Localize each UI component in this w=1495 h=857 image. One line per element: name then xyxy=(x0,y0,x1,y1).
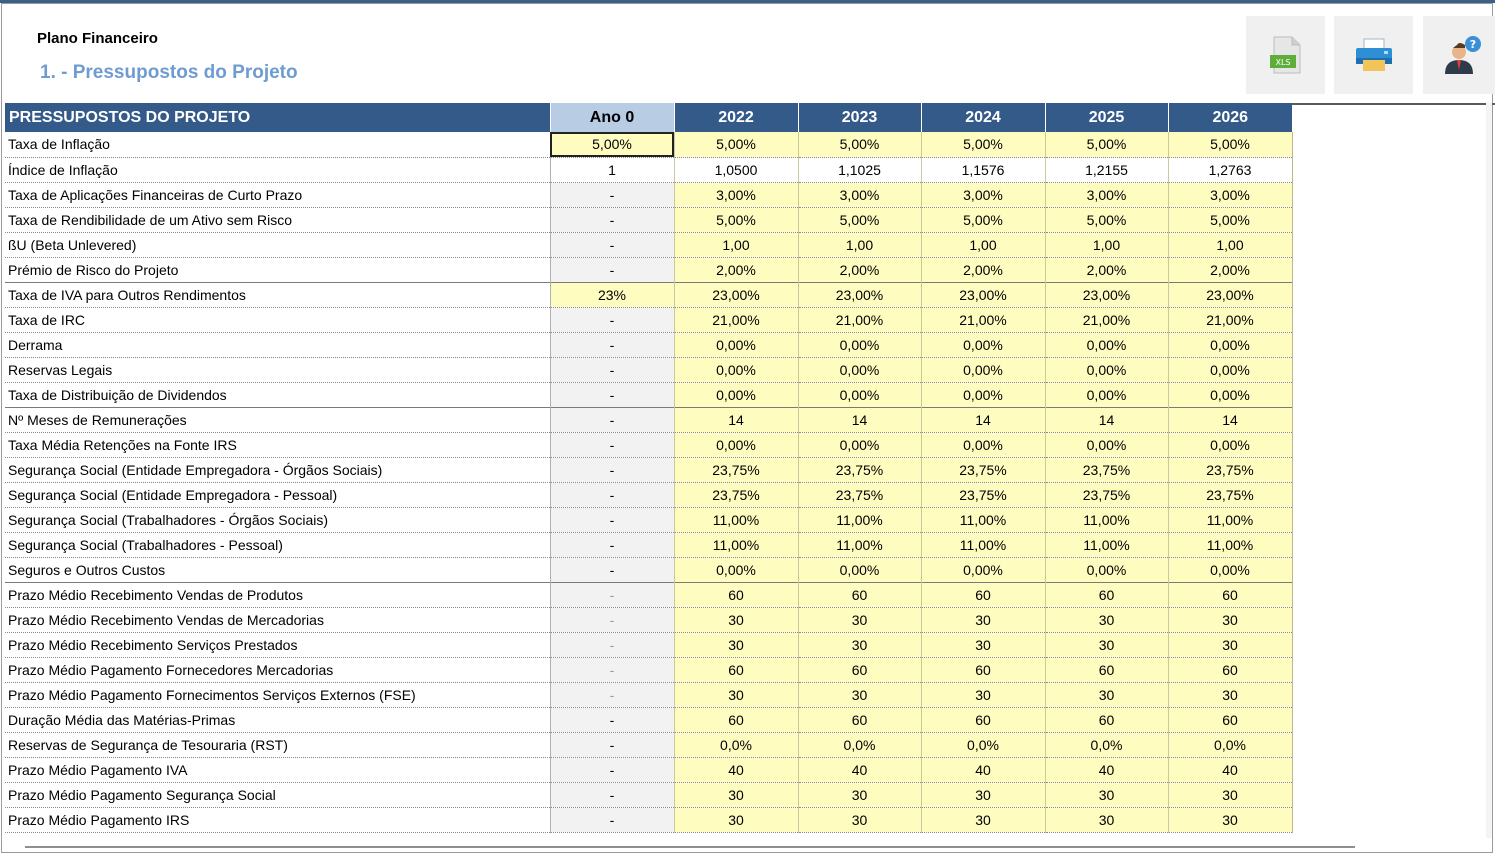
row-label: Taxa Média Retenções na Fonte IRS xyxy=(5,432,550,457)
cell-2022[interactable]: 30 xyxy=(674,632,798,657)
cell-2026[interactable]: 23,75% xyxy=(1168,457,1292,482)
table-row xyxy=(5,482,1292,507)
table-row xyxy=(5,457,1292,482)
cell-ano0[interactable]: - xyxy=(550,782,674,807)
col-header-2026[interactable]: 2026 xyxy=(1168,103,1292,132)
cell-2024[interactable]: 30 xyxy=(921,782,1045,807)
cell-2024[interactable]: 30 xyxy=(921,807,1045,832)
cell-ano0[interactable]: - xyxy=(550,482,674,507)
cell-2022[interactable]: 5,00% xyxy=(674,207,798,232)
cell-2024[interactable]: 30 xyxy=(921,632,1045,657)
row-label: Reservas de Segurança de Tesouraria (RST) xyxy=(5,732,550,757)
cell-2024[interactable]: 5,00% xyxy=(921,207,1045,232)
cell-2025[interactable]: 5,00% xyxy=(1045,207,1168,232)
table-row xyxy=(5,682,1292,707)
cell-2024[interactable]: 0,00% xyxy=(921,332,1045,357)
cell-2022[interactable]: 0,00% xyxy=(674,332,798,357)
cell-2026[interactable]: 30 xyxy=(1168,807,1292,832)
table-row xyxy=(5,282,1292,307)
col-header-2023[interactable]: 2023 xyxy=(798,103,921,132)
cell-2024[interactable]: 5,00% xyxy=(921,132,1045,157)
cell-ano0[interactable]: - xyxy=(550,557,674,582)
row-label: Prazo Médio Pagamento Segurança Social xyxy=(5,782,550,807)
cell-2025[interactable]: 2,00% xyxy=(1045,257,1168,282)
table-row xyxy=(5,782,1292,807)
cell-2024[interactable]: 0,00% xyxy=(921,382,1045,407)
cell-ano0[interactable]: - xyxy=(550,207,674,232)
cell-2025[interactable]: 30 xyxy=(1045,782,1168,807)
cell-ano0[interactable]: - xyxy=(550,357,674,382)
row-label: Taxa de IVA para Outros Rendimentos xyxy=(5,282,550,307)
table-row xyxy=(5,807,1292,832)
cell-2023[interactable]: 30 xyxy=(798,632,921,657)
cell-2022[interactable]: 23,75% xyxy=(674,457,798,482)
cell-2026[interactable]: 5,00% xyxy=(1168,132,1292,157)
cell-2026[interactable]: 11,00% xyxy=(1168,532,1292,557)
print-button[interactable] xyxy=(1334,16,1413,94)
cell-2025[interactable]: 5,00% xyxy=(1045,132,1168,157)
cell-2025[interactable]: 3,00% xyxy=(1045,182,1168,207)
table-row xyxy=(5,232,1292,257)
cell-2024[interactable]: 0,0% xyxy=(921,732,1045,757)
cell-2026[interactable]: 23,00% xyxy=(1168,282,1292,307)
table-row xyxy=(5,582,1292,607)
row-label: Taxa de Rendibilidade de um Ativo sem Risco xyxy=(5,207,550,232)
cell-2023[interactable]: 1,00 xyxy=(798,232,921,257)
cell-2026[interactable]: 30 xyxy=(1168,632,1292,657)
horizontal-scrollbar[interactable] xyxy=(25,846,1355,848)
cell-2023[interactable]: 21,00% xyxy=(798,307,921,332)
table-row xyxy=(5,432,1292,457)
cell-2026[interactable]: 0,0% xyxy=(1168,732,1292,757)
cell-2026[interactable]: 21,00% xyxy=(1168,307,1292,332)
cell-2022[interactable]: 5,00% xyxy=(674,132,798,157)
table-row xyxy=(5,257,1292,282)
cell-2026[interactable]: 0,00% xyxy=(1168,432,1292,457)
cell-2026[interactable]: 1,2763 xyxy=(1168,157,1292,182)
cell-2023[interactable]: 30 xyxy=(798,607,921,632)
cell-2026[interactable]: 0,00% xyxy=(1168,557,1292,582)
assumptions-table xyxy=(5,103,1293,833)
cell-2022[interactable]: 60 xyxy=(674,707,798,732)
page-title: Plano Financeiro xyxy=(37,30,158,47)
cell-2024[interactable]: 23,00% xyxy=(921,282,1045,307)
cell-2023[interactable]: 11,00% xyxy=(798,507,921,532)
cell-2023[interactable]: 23,75% xyxy=(798,457,921,482)
row-label: ßU (Beta Unlevered) xyxy=(5,232,550,257)
cell-2026[interactable]: 0,00% xyxy=(1168,382,1292,407)
cell-2023[interactable]: 0,00% xyxy=(798,357,921,382)
cell-2026[interactable]: 30 xyxy=(1168,782,1292,807)
table-row xyxy=(5,307,1292,332)
cell-2025[interactable]: 0,00% xyxy=(1045,332,1168,357)
cell-ano0[interactable]: 5,00% xyxy=(550,132,674,157)
row-label: Nº Meses de Remunerações xyxy=(5,407,550,432)
row-label: Segurança Social (Trabalhadores - Pessoal) xyxy=(5,532,550,557)
cell-2025[interactable]: 30 xyxy=(1045,607,1168,632)
cell-2026[interactable]: 60 xyxy=(1168,707,1292,732)
row-label: Índice de Inflação xyxy=(5,157,550,182)
cell-ano0[interactable]: - xyxy=(550,332,674,357)
cell-2023[interactable]: 0,00% xyxy=(798,332,921,357)
cell-ano0[interactable]: - xyxy=(550,257,674,282)
table-row xyxy=(5,382,1292,407)
export-xls-button[interactable] xyxy=(1246,16,1325,94)
cell-2024[interactable]: 60 xyxy=(921,657,1045,682)
cell-2025[interactable]: 1,00 xyxy=(1045,232,1168,257)
cell-2025[interactable]: 0,00% xyxy=(1045,382,1168,407)
cell-2025[interactable]: 30 xyxy=(1045,632,1168,657)
cell-2022[interactable]: 14 xyxy=(674,407,798,432)
table-header-row xyxy=(5,103,1292,132)
cell-2025[interactable]: 60 xyxy=(1045,582,1168,607)
cell-2025[interactable]: 60 xyxy=(1045,707,1168,732)
cell-2024[interactable]: 60 xyxy=(921,707,1045,732)
cell-2023[interactable]: 5,00% xyxy=(798,132,921,157)
row-label: Prémio de Risco do Projeto xyxy=(5,257,550,282)
cell-2022[interactable]: 0,00% xyxy=(674,382,798,407)
cell-2025[interactable]: 11,00% xyxy=(1045,532,1168,557)
table-row xyxy=(5,157,1292,182)
cell-2026[interactable]: 3,00% xyxy=(1168,182,1292,207)
cell-2024[interactable]: 0,00% xyxy=(921,357,1045,382)
table-row xyxy=(5,407,1292,432)
row-label: Taxa de Inflação xyxy=(5,132,550,157)
cell-2024[interactable]: 3,00% xyxy=(921,182,1045,207)
cell-2023[interactable]: 23,00% xyxy=(798,282,921,307)
cell-2024[interactable]: 0,00% xyxy=(921,557,1045,582)
row-label: Taxa de Distribuição de Dividendos xyxy=(5,382,550,407)
cell-2023[interactable]: 30 xyxy=(798,807,921,832)
cell-2022[interactable]: 23,75% xyxy=(674,482,798,507)
cell-2025[interactable]: 0,00% xyxy=(1045,557,1168,582)
cell-2023[interactable]: 2,00% xyxy=(798,257,921,282)
cell-2026[interactable]: 60 xyxy=(1168,657,1292,682)
cell-ano0[interactable]: - xyxy=(550,507,674,532)
row-label: Prazo Médio Pagamento IRS xyxy=(5,807,550,832)
cell-2025[interactable]: 0,00% xyxy=(1045,357,1168,382)
cell-ano0[interactable]: - xyxy=(550,382,674,407)
cell-2025[interactable]: 0,00% xyxy=(1045,432,1168,457)
col-header-ano0[interactable]: Ano 0 xyxy=(550,103,674,132)
cell-2022[interactable]: 40 xyxy=(674,757,798,782)
cell-2023[interactable]: 60 xyxy=(798,657,921,682)
row-label: Seguros e Outros Custos xyxy=(5,557,550,582)
cell-2026[interactable]: 11,00% xyxy=(1168,507,1292,532)
cell-2025[interactable]: 30 xyxy=(1045,807,1168,832)
table-row xyxy=(5,507,1292,532)
cell-ano0[interactable]: - xyxy=(550,707,674,732)
row-label: Derrama xyxy=(5,332,550,357)
cell-2022[interactable]: 2,00% xyxy=(674,257,798,282)
cell-2024[interactable]: 1,00 xyxy=(921,232,1045,257)
printer-icon xyxy=(1354,36,1394,74)
cell-2026[interactable]: 30 xyxy=(1168,682,1292,707)
table-row xyxy=(5,357,1292,382)
cell-2026[interactable]: 0,00% xyxy=(1168,357,1292,382)
cell-2024[interactable]: 14 xyxy=(921,407,1045,432)
cell-2023[interactable]: 0,0% xyxy=(798,732,921,757)
cell-ano0[interactable]: - xyxy=(550,607,674,632)
cell-2022[interactable]: 11,00% xyxy=(674,532,798,557)
row-label: Segurança Social (Entidade Empregadora - Pessoal) xyxy=(5,482,550,507)
cell-2025[interactable]: 23,75% xyxy=(1045,457,1168,482)
cell-ano0[interactable]: - xyxy=(550,582,674,607)
cell-2023[interactable]: 60 xyxy=(798,582,921,607)
cell-2025[interactable]: 23,75% xyxy=(1045,482,1168,507)
cell-2025[interactable]: 21,00% xyxy=(1045,307,1168,332)
cell-2023[interactable]: 11,00% xyxy=(798,532,921,557)
cell-2022[interactable]: 0,00% xyxy=(674,557,798,582)
cell-ano0[interactable]: - xyxy=(550,532,674,557)
cell-ano0[interactable]: - xyxy=(550,657,674,682)
table-row xyxy=(5,732,1292,757)
cell-2023[interactable]: 40 xyxy=(798,757,921,782)
svg-text:XLS: XLS xyxy=(1274,58,1291,67)
cell-2024[interactable]: 40 xyxy=(921,757,1045,782)
cell-2024[interactable]: 0,00% xyxy=(921,432,1045,457)
xls-export-icon xyxy=(1268,35,1304,75)
cell-2026[interactable]: 23,75% xyxy=(1168,482,1292,507)
table-row xyxy=(5,182,1292,207)
cell-ano0[interactable]: - xyxy=(550,182,674,207)
svg-text:?: ? xyxy=(1469,38,1476,51)
cell-2022[interactable]: 1,0500 xyxy=(674,157,798,182)
cell-2025[interactable]: 23,00% xyxy=(1045,282,1168,307)
cell-2025[interactable]: 11,00% xyxy=(1045,507,1168,532)
cell-2023[interactable]: 5,00% xyxy=(798,207,921,232)
cell-ano0[interactable]: - xyxy=(550,432,674,457)
cell-2024[interactable]: 60 xyxy=(921,582,1045,607)
cell-2026[interactable]: 14 xyxy=(1168,407,1292,432)
cell-2023[interactable]: 3,00% xyxy=(798,182,921,207)
cell-2024[interactable]: 1,1576 xyxy=(921,157,1045,182)
cell-2025[interactable]: 30 xyxy=(1045,682,1168,707)
col-header-2025[interactable]: 2025 xyxy=(1045,103,1168,132)
table-row xyxy=(5,607,1292,632)
row-label: Segurança Social (Trabalhadores - Órgãos Sociais) xyxy=(5,507,550,532)
cell-2026[interactable]: 40 xyxy=(1168,757,1292,782)
row-label: Prazo Médio Recebimento Vendas de Mercadorias xyxy=(5,607,550,632)
table-title: PRESSUPOSTOS DO PROJETO xyxy=(5,103,550,132)
cell-ano0[interactable]: - xyxy=(550,682,674,707)
cell-2024[interactable]: 23,75% xyxy=(921,457,1045,482)
cell-2025[interactable]: 0,0% xyxy=(1045,732,1168,757)
row-label: Prazo Médio Recebimento Serviços Prestados xyxy=(5,632,550,657)
table-row xyxy=(5,532,1292,557)
row-label: Taxa de Aplicações Financeiras de Curto Prazo xyxy=(5,182,550,207)
cell-ano0[interactable]: - xyxy=(550,807,674,832)
cell-2026[interactable]: 30 xyxy=(1168,607,1292,632)
cell-2026[interactable]: 2,00% xyxy=(1168,257,1292,282)
row-label: Prazo Médio Pagamento Fornecimentos Serviços Externos (FSE) xyxy=(5,682,550,707)
section-title: 1. - Pressupostos do Projeto xyxy=(40,62,298,83)
vertical-scrollbar[interactable] xyxy=(1486,103,1492,838)
cell-2022[interactable]: 60 xyxy=(674,657,798,682)
table-row xyxy=(5,332,1292,357)
table-row xyxy=(5,132,1292,157)
table-row xyxy=(5,657,1292,682)
cell-2022[interactable]: 30 xyxy=(674,682,798,707)
cell-2025[interactable]: 14 xyxy=(1045,407,1168,432)
cell-2026[interactable]: 1,00 xyxy=(1168,232,1292,257)
cell-ano0[interactable]: - xyxy=(550,457,674,482)
cell-ano0[interactable]: - xyxy=(550,632,674,657)
cell-2024[interactable]: 21,00% xyxy=(921,307,1045,332)
cell-ano0[interactable]: 23% xyxy=(550,282,674,307)
cell-2023[interactable]: 30 xyxy=(798,782,921,807)
cell-2026[interactable]: 60 xyxy=(1168,582,1292,607)
cell-2023[interactable]: 0,00% xyxy=(798,557,921,582)
cell-2025[interactable]: 40 xyxy=(1045,757,1168,782)
cell-2024[interactable]: 23,75% xyxy=(921,482,1045,507)
cell-2026[interactable]: 0,00% xyxy=(1168,332,1292,357)
row-label: Reservas Legais xyxy=(5,357,550,382)
cell-2022[interactable]: 0,00% xyxy=(674,432,798,457)
cell-2024[interactable]: 30 xyxy=(921,682,1045,707)
cell-ano0[interactable]: - xyxy=(550,232,674,257)
row-label: Duração Média das Matérias-Primas xyxy=(5,707,550,732)
cell-ano0[interactable]: - xyxy=(550,407,674,432)
cell-2022[interactable]: 3,00% xyxy=(674,182,798,207)
cell-2022[interactable]: 1,00 xyxy=(674,232,798,257)
cell-2022[interactable]: 30 xyxy=(674,607,798,632)
cell-2024[interactable]: 11,00% xyxy=(921,532,1045,557)
table-row xyxy=(5,557,1292,582)
cell-ano0[interactable]: - xyxy=(550,732,674,757)
cell-2023[interactable]: 1,1025 xyxy=(798,157,921,182)
row-label: Prazo Médio Recebimento Vendas de Produtos xyxy=(5,582,550,607)
row-label: Prazo Médio Pagamento IVA xyxy=(5,757,550,782)
cell-2023[interactable]: 0,00% xyxy=(798,432,921,457)
table-row xyxy=(5,207,1292,232)
cell-2023[interactable]: 14 xyxy=(798,407,921,432)
cell-2024[interactable]: 11,00% xyxy=(921,507,1045,532)
cell-2024[interactable]: 30 xyxy=(921,607,1045,632)
cell-ano0[interactable]: - xyxy=(550,757,674,782)
cell-2025[interactable]: 60 xyxy=(1045,657,1168,682)
cell-2022[interactable]: 30 xyxy=(674,807,798,832)
cell-2023[interactable]: 30 xyxy=(798,682,921,707)
cell-2022[interactable]: 23,00% xyxy=(674,282,798,307)
cell-2022[interactable]: 11,00% xyxy=(674,507,798,532)
cell-ano0[interactable]: - xyxy=(550,307,674,332)
help-user-icon xyxy=(1441,34,1485,76)
cell-2025[interactable]: 1,2155 xyxy=(1045,157,1168,182)
cell-2022[interactable]: 60 xyxy=(674,582,798,607)
table-row xyxy=(5,632,1292,657)
table-row xyxy=(5,707,1292,732)
row-label: Segurança Social (Entidade Empregadora - Órgãos Sociais) xyxy=(5,457,550,482)
cell-2023[interactable]: 60 xyxy=(798,707,921,732)
col-header-2022[interactable]: 2022 xyxy=(674,103,798,132)
cell-2022[interactable]: 30 xyxy=(674,782,798,807)
cell-2022[interactable]: 0,00% xyxy=(674,357,798,382)
col-header-2024[interactable]: 2024 xyxy=(921,103,1045,132)
cell-2023[interactable]: 23,75% xyxy=(798,482,921,507)
row-label: Prazo Médio Pagamento Fornecedores Mercadorias xyxy=(5,657,550,682)
cell-2022[interactable]: 0,0% xyxy=(674,732,798,757)
cell-2022[interactable]: 21,00% xyxy=(674,307,798,332)
cell-2026[interactable]: 5,00% xyxy=(1168,207,1292,232)
table-row xyxy=(5,757,1292,782)
cell-2024[interactable]: 2,00% xyxy=(921,257,1045,282)
cell-2023[interactable]: 0,00% xyxy=(798,382,921,407)
cell-ano0[interactable]: 1 xyxy=(550,157,674,182)
help-button[interactable] xyxy=(1423,16,1495,94)
row-label: Taxa de IRC xyxy=(5,307,550,332)
